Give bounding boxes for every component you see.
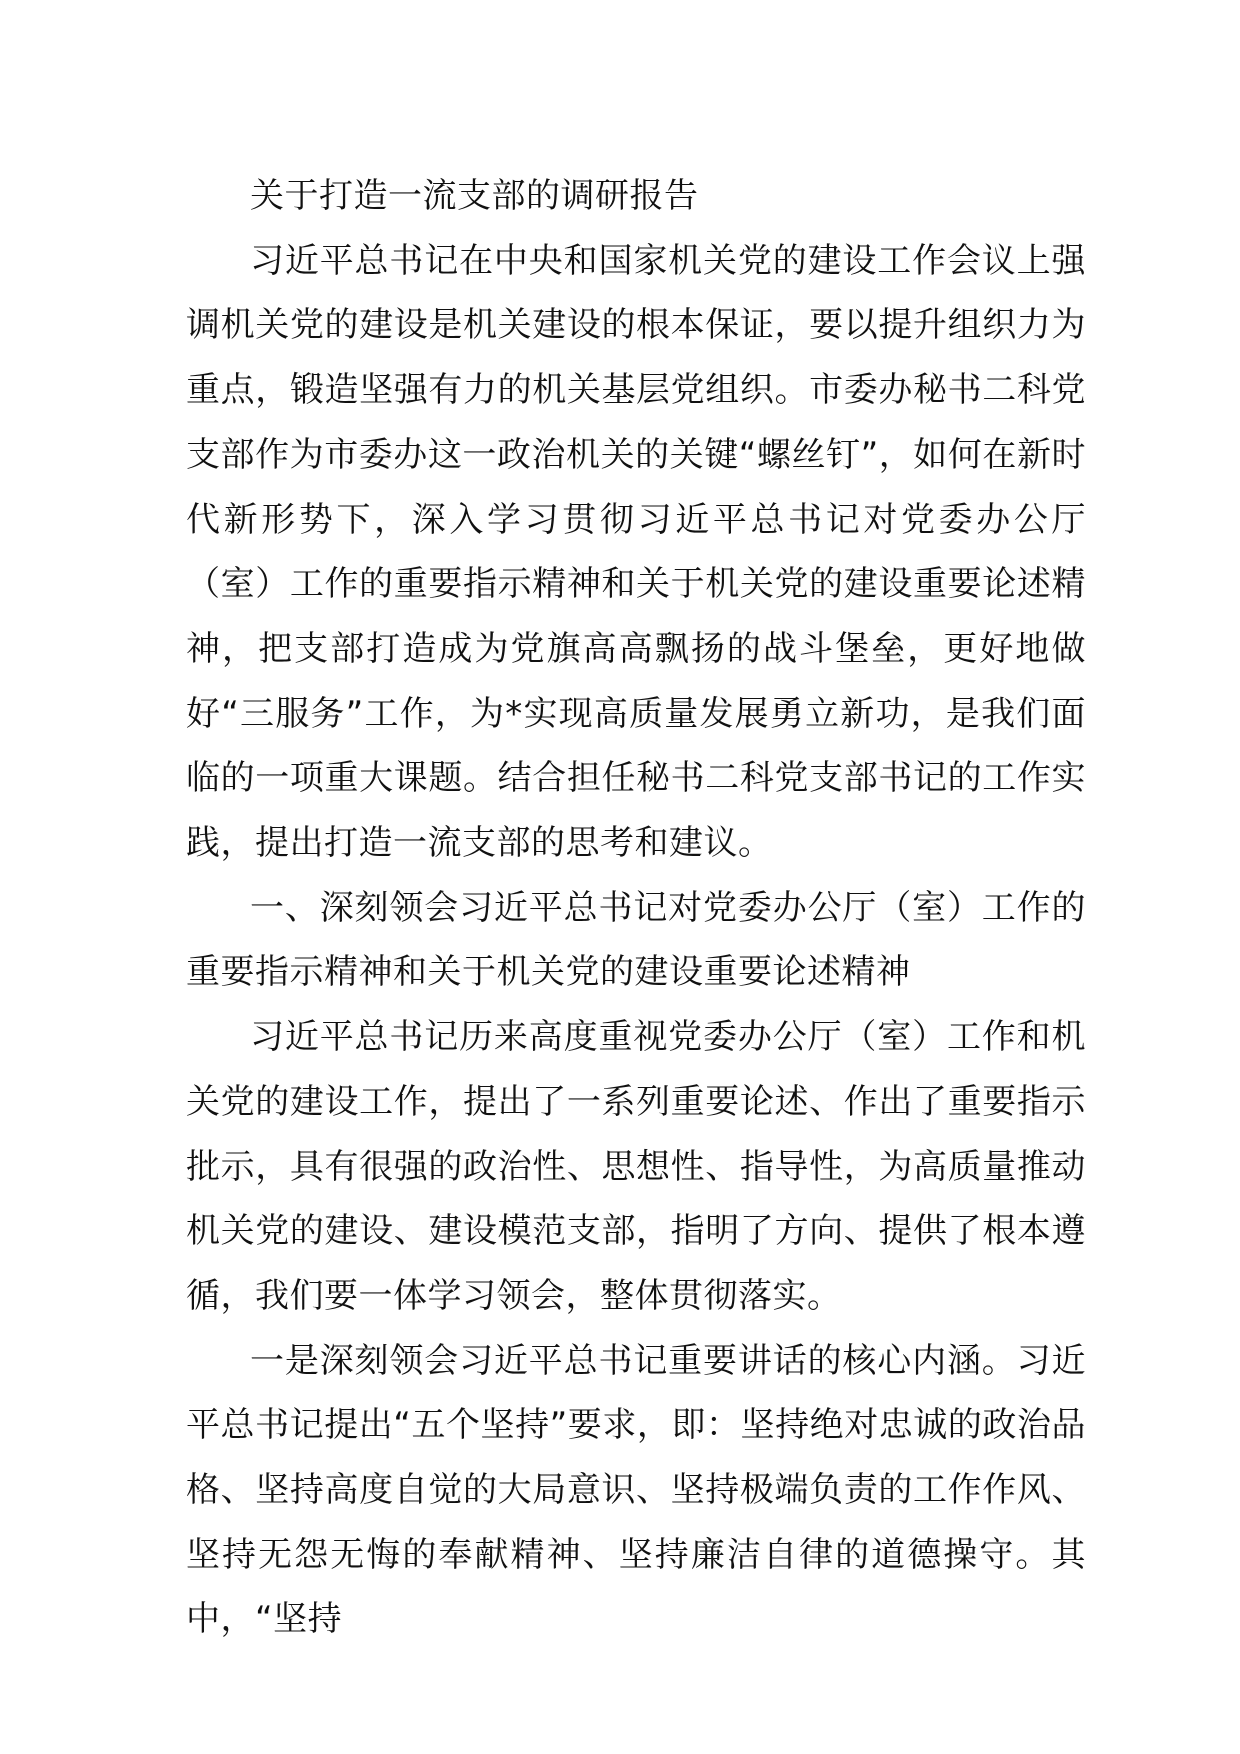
section-heading-one: 一、深刻领会习近平总书记对党委办公厅（室）工作的重要指示精神和关于机关党的建设重要论述精神 [186,887,1086,993]
paragraph-overview: 习近平总书记历来高度重视党委办公厅（室）工作和机关党的建设工作，提出了一系列重要论述、作出了重要指示批示，具有很强的政治性、思想性、指导性，为高质量推动机关党的建设、建设模范支部，指明了方向、提供了根本遵循，我们要一体学习领会，整体贯彻落实。 [186,1017,1086,1316]
paragraph-point-one: 一是深刻领会习近平总书记重要讲话的核心内涵。习近平总书记提出“五个坚持”要求，即：坚持绝对忠诚的政治品格、坚持高度自觉的大局意识、坚持极端负责的工作作风、坚持无怨无悔的奉献精神、坚持廉洁自律的道德操守。其中，“坚持 [186,1340,1086,1640]
document-title: 关于打造一流支部的调研报告 [250,176,699,216]
paragraph-intro: 习近平总书记在中央和国家机关党的建设工作会议上强调机关党的建设是机关建设的根本保证，要以提升组织力为重点，锻造坚强有力的机关基层党组织。市委办秘书二科党支部作为市委办这一政治机关的关键“螺丝钉”，如何在新时代新形势下，深入学习贯彻习近平总书记对党委办公厅（室）工作的重要指示精神和关于机关党的建设重要论述精神，把支部打造成为党旗高高飘扬的战斗堡垒，更好地做好“三服务”工作，为*实现高质量发展勇立新功，是我们面临的一项重大课题。结合担任秘书二科党支部书记的工作实践，提出打造一流支部的思考和建议。 [186,240,1086,864]
document-body [186,164,1086,1652]
